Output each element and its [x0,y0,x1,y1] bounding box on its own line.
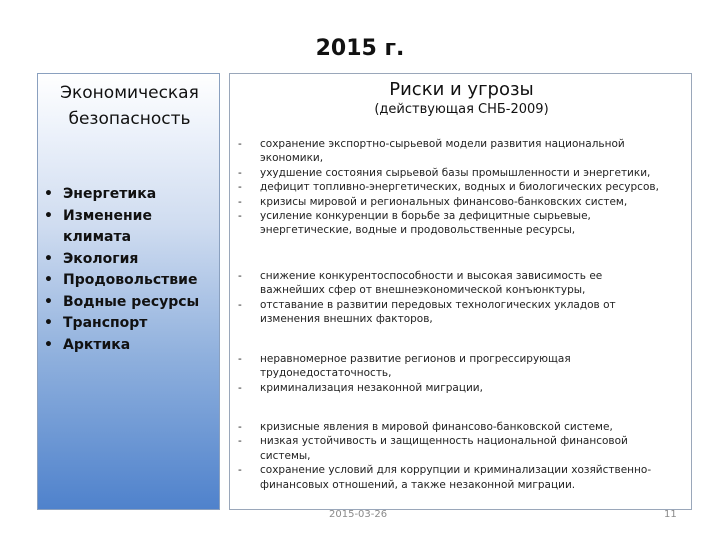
bullet-icon: • [44,250,53,267]
risk-text: кризисные явления в мировой финансово-банковской системе, [260,421,613,433]
bullet-icon: • [44,272,53,288]
risk-line [230,166,693,180]
topic-label: Продовольствие [63,272,198,288]
topic-label: Транспорт [63,315,148,331]
risk-group [230,420,693,492]
risk-text: изменения внешних факторов, [260,313,433,326]
bullet-icon: • [44,186,53,202]
economic-security-panel [37,73,220,510]
bullet-icon: • [44,207,53,224]
topic-item [44,184,219,206]
risk-group [230,269,693,327]
topic-item [44,249,219,271]
risk-text: важнейших сфер от внешнеэкономической конъюнктуры, [260,284,586,297]
risk-line [230,352,693,366]
dash-marker: - [238,435,242,448]
risks-panel [229,73,692,510]
risk-text: сохранение экспортно-сырьевой модели развития национальной [260,138,625,150]
dash-marker: - [238,181,242,194]
risk-line [230,137,693,151]
dash-marker: - [238,464,242,477]
risk-line [230,449,693,463]
risks-subheading: (действующая СНБ-2009) [374,102,549,117]
risk-group [230,352,693,395]
topic-item [44,206,219,249]
topic-item [44,313,219,335]
risk-line [230,420,693,434]
topic-item [44,292,219,314]
dash-marker: - [238,195,242,208]
topic-list [44,184,219,356]
dash-marker: - [238,381,242,394]
dash-marker: - [238,138,242,150]
risk-text: ухудшение состояния сырьевой базы промышленности и энергетики, [260,166,651,179]
topic-label: Водные ресурсы [63,293,200,310]
bullet-icon: • [44,336,53,353]
risk-line [230,381,693,395]
heading-line: безопасность [68,109,191,129]
risk-line [230,312,693,326]
risk-line [230,209,693,223]
risk-text: дефицит топливно-энергетических, водных и биологических ресурсов, [260,181,659,194]
bullet-icon: • [44,293,53,310]
risk-line [230,195,693,209]
dash-marker: - [238,298,242,311]
risk-text: системы, [260,449,311,462]
risk-text: низкая устойчивость и защищенность национальной финансовой [260,435,628,448]
risk-text: снижение конкурентоспособности и высокая зависимость ее [260,270,603,282]
risk-line [230,434,693,448]
risk-text: криминализация незаконной миграции, [260,381,483,394]
dash-marker: - [238,166,242,179]
risk-line [230,366,693,380]
risk-group [230,137,693,238]
slide-title: 2015 г. [315,36,405,61]
dash-marker: - [238,421,242,433]
risk-text: финансовых отношений, а также незаконной миграции. [260,478,576,491]
risk-text: энергетические, водные и продовольственные ресурсы, [260,224,576,237]
risk-text: сохранение условий для коррупции и криминализации хозяйственно- [260,464,652,477]
risk-line [230,269,693,283]
economic-security-heading [38,80,221,132]
risk-line [230,283,693,297]
risk-text: экономики, [260,152,324,165]
risk-line [230,478,693,492]
risk-text: усиление конкуренции в борьбе за дефицитные сырьевые, [260,210,591,223]
risk-text: трудонедостаточность, [260,367,392,380]
risk-text: кризисы мировой и региональных финансово-банковских систем, [260,195,628,208]
footer-date: 2015-03-26 [329,509,388,520]
dash-marker: - [238,353,242,365]
risk-text: неравномерное развитие регионов и прогрессирующая [260,353,571,365]
dash-marker: - [238,270,242,282]
risks-heading: Риски и угрозы [389,79,534,100]
topic-label: Экология [63,250,139,267]
dash-marker: - [238,210,242,223]
topic-label: Изменение климата [63,207,152,245]
topic-item [44,335,219,357]
topic-item [44,270,219,292]
heading-line: Экономическая [60,83,199,103]
risk-line [230,223,693,237]
topic-label: Арктика [63,336,131,353]
risk-line [230,151,693,165]
risk-line [230,180,693,194]
topic-label: Энергетика [63,186,157,202]
bullet-icon: • [44,315,53,331]
page-number: 11 [664,509,677,520]
risk-line [230,298,693,312]
risk-line [230,463,693,477]
risk-text: отставание в развитии передовых технологических укладов от [260,298,616,311]
